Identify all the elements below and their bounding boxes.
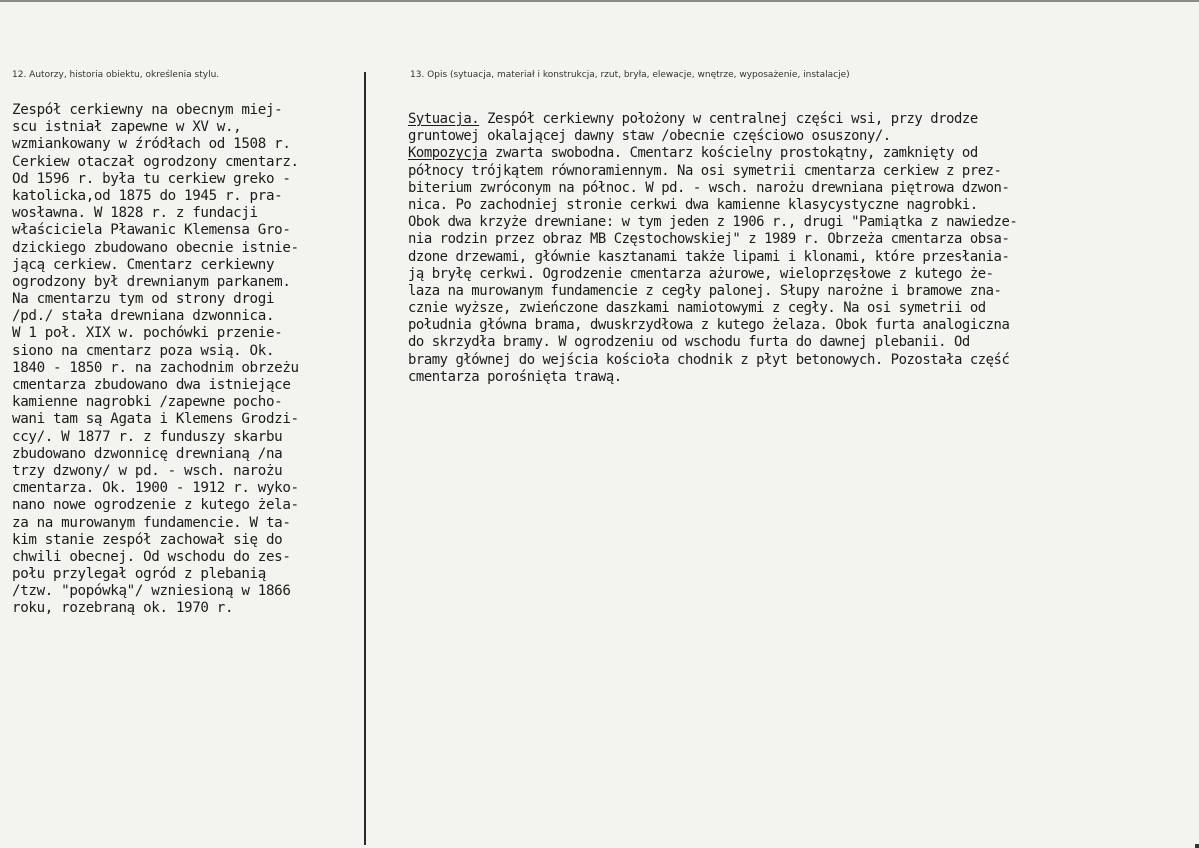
description-line: cmentarza porośnięta trawą. — [408, 368, 622, 385]
history-line: połu przylegał ogród z plebanią — [12, 566, 266, 583]
history-line: kamienne nagrobki /zapewne pocho- — [12, 394, 283, 411]
history-line: nano nowe ogrodzenie z kutego żela- — [12, 497, 299, 514]
description-line: gruntowej okalającej dawny staw /obecnie częściowo osuszony/. — [408, 128, 891, 145]
history-line: zbudowano dzwonnicę drewnianą /na — [12, 445, 283, 462]
description-text — [408, 111, 1168, 386]
history-line: Na cmentarzu tym od strony drogi — [12, 291, 275, 308]
history-line: właściciela Pławanic Klemensa Gro- — [12, 222, 291, 239]
composition-label: Kompozycja — [408, 145, 488, 162]
history-text — [12, 102, 362, 618]
column-divider — [364, 72, 366, 845]
description-line: nia rodzin przez obraz MB Częstochowskiej" z 1989 r. Obrzeża cmentarza obsa- — [408, 231, 1010, 248]
history-line: siono na cmentarz poza wsią. Ok. — [12, 342, 275, 359]
history-line: chwili obecnej. Od wschodu do zes- — [12, 548, 291, 565]
description-line: laza na murowanym fundamencie z cegły palonej. Słupy narożne i bramowe zna- — [408, 282, 1002, 299]
description-line: bramy głównej do wejścia kościoła chodnik z płyt betonowych. Pozostała część — [408, 351, 1010, 368]
history-line: ccy/. W 1877 r. z funduszy skarbu — [12, 428, 283, 445]
history-line: /pd./ stała drewniana dzwonnica. — [12, 308, 275, 325]
description-line: biterium zwróconym na północ. W pd. - wsch. narożu drewniana piętrowa dzwon- — [408, 179, 1010, 196]
history-line: katolicka,od 1875 do 1945 r. pra- — [12, 187, 283, 204]
history-line: ogrodzony był drewnianym parkanem. — [12, 273, 291, 290]
history-line: cmentarza. Ok. 1900 - 1912 r. wyko- — [12, 480, 299, 497]
history-line: /tzw. "popówką"/ wzniesioną w 1866 — [12, 583, 291, 600]
history-line: roku, rozebraną ok. 1970 r. — [12, 600, 234, 617]
description-line: Sytuacja. Zespół cerkiewny położony w centralnej części wsi, przy drodze — [408, 111, 978, 127]
description-line: Kompozycja zwarta swobodna. Cmentarz kościelny prostokątny, zamknięty od — [408, 145, 978, 162]
history-line: jącą cerkiew. Cmentarz cerkiewny — [12, 256, 275, 273]
description-line: Obok dwa krzyże drewniane: w tym jeden z 1906 r., drugi "Pamiątka z nawiedze- — [408, 214, 1018, 231]
history-line: cmentarza zbudowano dwa istniejące — [12, 377, 291, 393]
history-line: Zespół cerkiewny na obecnym miej- — [12, 102, 283, 118]
description-line: do skrzydła bramy. W ogrodzeniu od wschodu furta do dawnej plebanii. Od — [408, 334, 970, 351]
history-line: W 1 poł. XIX w. pochówki przenie- — [12, 325, 283, 342]
history-line: dzickiego zbudowano obecnie istnie- — [12, 239, 299, 256]
history-line: Od 1596 r. była tu cerkiew greko - — [12, 170, 291, 187]
history-line: scu istniał zapewne w XV w., — [12, 119, 242, 136]
history-line: Cerkiew otaczał ogrodzony cmentarz. — [12, 153, 299, 170]
history-line: wosławna. W 1828 r. z fundacji — [12, 205, 258, 222]
history-line: wzmiankowany w źródłach od 1508 r. — [12, 136, 291, 153]
description-line: ją bryłę cerkwi. Ogrodzenie cmentarza ażurowe, wieloprzęsłowe z kutego że- — [408, 265, 994, 282]
situation-label: Sytuacja. — [408, 111, 480, 127]
history-line: za na murowanym fundamencie. W ta- — [12, 514, 291, 531]
description-line: południa główna brama, dwuskrzydłowa z kutego żelaza. Obok furta analogiczna — [408, 317, 1010, 334]
description-line: nica. Po zachodniej stronie cerkwi dwa kamienne klasycystyczne nagrobki. — [408, 196, 978, 213]
section-12-header: 12. Autorzy, historia obiektu, określenia stylu. — [12, 70, 220, 80]
corner-mark — [1195, 844, 1199, 848]
history-line: kim stanie zespół zachował się do — [12, 531, 283, 548]
history-line: 1840 - 1850 r. na zachodnim obrzeżu — [12, 359, 299, 376]
description-line: północy trójkątem równoramiennym. Na osi symetrii cmentarza cerkiew z prez- — [408, 162, 1002, 179]
section-13-header: 13. Opis (sytuacja, materiał i konstrukcja, rzut, bryła, elewacje, wnętrze, wyposażenie, instalacje) — [410, 70, 850, 80]
history-line: trzy dzwony/ w pd. - wsch. narożu — [12, 462, 283, 479]
description-line: dzone drzewami, głównie kasztanami także lipami i klonami, które przesłania- — [408, 248, 1010, 265]
history-line: wani tam są Agata i Klemens Grodzi- — [12, 411, 299, 428]
description-line: cznie wyższe, zwieńczone daszkami namiotowymi z cegły. Na osi symetrii od — [408, 300, 986, 317]
